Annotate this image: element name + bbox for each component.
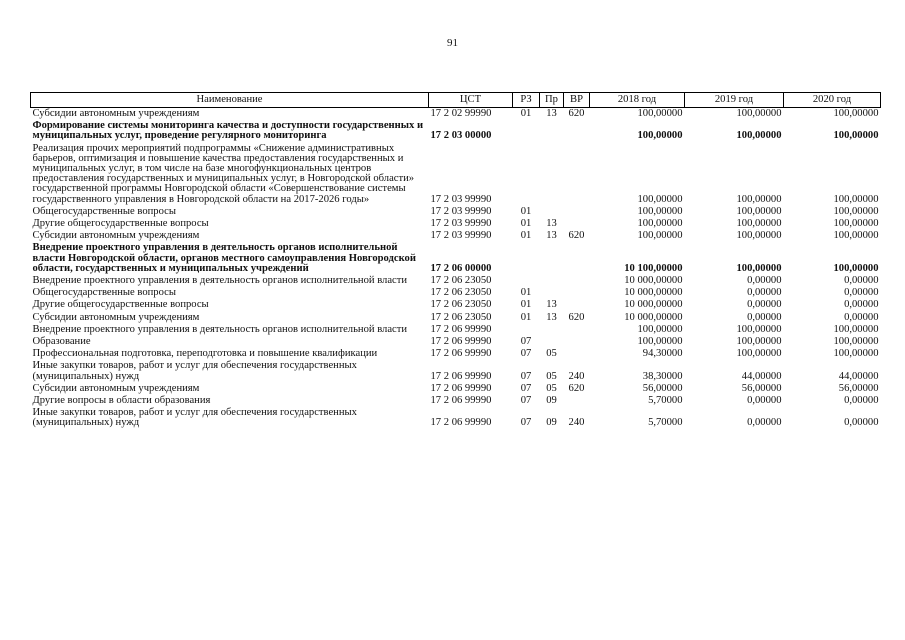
row-rz: 07 xyxy=(520,382,532,394)
row-cst: 17 2 03 99990 xyxy=(430,193,492,205)
row-pr xyxy=(540,206,564,218)
row-vr xyxy=(564,143,590,206)
row-rz: 07 xyxy=(520,417,532,429)
header-name: Наименование xyxy=(31,93,429,108)
row-2019: 100,00000 xyxy=(736,262,782,274)
table-row xyxy=(31,242,881,275)
row-pr: 05 xyxy=(546,370,557,382)
row-pr: 13 xyxy=(546,230,557,242)
row-name: Внедрение проектного управления в деятельность органов исполнительной власти xyxy=(32,275,408,287)
row-vr xyxy=(564,218,590,230)
row-2020: 100,00000 xyxy=(833,130,879,142)
row-rz xyxy=(513,324,540,336)
row-2018: 38,30000 xyxy=(642,370,683,382)
table-row xyxy=(31,336,881,348)
row-name: Реализация прочих мероприятий подпрограммы «Снижение административных барьеров, оптимизация и повышение качества предоставления государственных и муниципальных услуг, в том числе на базе многофункциональных центров предоставления государственных и муниципальных услуг, в Новгородской области» государственной программы Новгородской области «Совершенствование системы государственного управления в Новгородской области на 2017-2026 годы» xyxy=(32,142,415,205)
table-row xyxy=(31,230,881,242)
table-row xyxy=(31,143,881,206)
header-vr: ВР xyxy=(564,93,590,108)
row-pr: 13 xyxy=(546,218,557,230)
row-rz: 07 xyxy=(520,348,532,360)
row-cst: 17 2 06 00000 xyxy=(430,262,492,274)
row-2019: 100,00000 xyxy=(736,230,782,242)
row-cst: 17 2 06 23050 xyxy=(430,299,492,311)
row-2020: 100,00000 xyxy=(833,230,879,242)
row-cst: 17 2 03 00000 xyxy=(430,130,492,142)
row-pr xyxy=(540,143,564,206)
row-pr xyxy=(540,120,564,142)
row-2020: 0,00000 xyxy=(844,299,879,311)
table-row xyxy=(31,218,881,230)
table-row xyxy=(31,206,881,218)
row-2020: 100,00000 xyxy=(833,336,879,348)
row-rz xyxy=(513,275,540,287)
row-vr: 240 xyxy=(568,370,585,382)
row-pr xyxy=(540,336,564,348)
budget-table xyxy=(30,92,881,430)
row-cst: 17 2 06 99990 xyxy=(430,417,492,429)
row-cst: 17 2 03 99990 xyxy=(430,205,492,217)
header-pr: Пр xyxy=(540,93,564,108)
row-name: Другие общегосударственные вопросы xyxy=(32,218,209,230)
row-2018: 100,00000 xyxy=(637,323,683,335)
row-2018: 100,00000 xyxy=(637,336,683,348)
row-2019: 0,00000 xyxy=(747,395,782,407)
row-pr: 09 xyxy=(546,395,557,407)
row-2019: 100,00000 xyxy=(736,130,782,142)
row-2019: 100,00000 xyxy=(736,193,782,205)
row-cst: 17 2 06 23050 xyxy=(430,287,492,299)
row-name: Общегосударственные вопросы xyxy=(32,205,176,217)
row-cst: 17 2 06 23050 xyxy=(430,275,492,287)
row-rz: 01 xyxy=(520,108,532,119)
table-row xyxy=(31,108,881,121)
table-row xyxy=(31,395,881,407)
row-vr: 620 xyxy=(568,382,585,394)
row-cst: 17 2 03 99990 xyxy=(430,218,492,230)
row-vr xyxy=(564,299,590,311)
row-2018: 10 000,00000 xyxy=(624,311,683,323)
row-pr: 13 xyxy=(546,311,557,323)
row-2019: 0,00000 xyxy=(747,311,782,323)
header-2018: 2018 год xyxy=(590,93,685,108)
row-2020: 0,00000 xyxy=(844,287,879,299)
row-2020: 0,00000 xyxy=(844,311,879,323)
row-2018: 10 100,00000 xyxy=(624,262,683,274)
row-cst: 17 2 03 99990 xyxy=(430,230,492,242)
row-rz: 01 xyxy=(520,287,532,299)
row-pr xyxy=(540,242,564,275)
row-pr: 13 xyxy=(546,299,557,311)
row-cst: 17 2 02 99990 xyxy=(430,108,492,119)
row-pr: 05 xyxy=(546,348,557,360)
row-2019: 0,00000 xyxy=(747,275,782,287)
row-2018: 100,00000 xyxy=(637,205,683,217)
row-2018: 100,00000 xyxy=(637,230,683,242)
row-vr: 620 xyxy=(568,108,585,119)
row-2019: 100,00000 xyxy=(736,323,782,335)
row-vr xyxy=(564,242,590,275)
row-name: Формирование системы мониторинга качества и доступности государственных и муниципальных услуг, проведение регулярного мониторинга xyxy=(32,120,424,142)
row-pr xyxy=(540,275,564,287)
row-name: Образование xyxy=(32,336,91,348)
row-2019: 100,00000 xyxy=(736,205,782,217)
row-2020: 100,00000 xyxy=(833,205,879,217)
row-rz: 01 xyxy=(520,299,532,311)
row-2018: 100,00000 xyxy=(637,193,683,205)
row-2020: 100,00000 xyxy=(833,108,879,119)
row-2020: 0,00000 xyxy=(844,395,879,407)
row-2019: 100,00000 xyxy=(736,108,782,119)
row-rz xyxy=(513,120,540,142)
row-vr xyxy=(564,287,590,299)
row-rz xyxy=(513,143,540,206)
row-rz: 07 xyxy=(520,336,532,348)
row-vr xyxy=(564,395,590,407)
row-rz xyxy=(513,242,540,275)
row-rz: 01 xyxy=(520,230,532,242)
row-2019: 100,00000 xyxy=(736,336,782,348)
table-row xyxy=(31,299,881,311)
row-pr: 09 xyxy=(546,417,557,429)
row-name: Иные закупки товаров, работ и услуг для обеспечения государственных (муниципальных) нужд xyxy=(32,360,357,382)
row-2019: 56,00000 xyxy=(741,382,782,394)
row-2018: 5,70000 xyxy=(648,395,683,407)
row-pr: 05 xyxy=(546,382,557,394)
row-2020: 0,00000 xyxy=(844,275,879,287)
page-number: 91 xyxy=(447,37,458,49)
row-name: Внедрение проектного управления в деятельность органов исполнительной власти Новгородской области, органов местного самоуправления Новгородской области, государственных и муниципальных учреждений xyxy=(32,242,416,274)
row-2020: 56,00000 xyxy=(838,382,879,394)
row-2019: 0,00000 xyxy=(747,299,782,311)
row-name: Субсидии автономным учреждениям xyxy=(32,382,200,394)
row-2019: 44,00000 xyxy=(741,370,782,382)
row-2018: 100,00000 xyxy=(637,130,683,142)
header-cst: ЦСТ xyxy=(429,93,513,108)
row-cst: 17 2 06 99990 xyxy=(430,336,492,348)
table-row xyxy=(31,383,881,395)
row-2018: 56,00000 xyxy=(642,382,683,394)
row-vr xyxy=(564,348,590,360)
row-2019: 100,00000 xyxy=(736,348,782,360)
row-pr: 13 xyxy=(546,108,557,119)
row-rz: 07 xyxy=(520,395,532,407)
row-vr xyxy=(564,206,590,218)
row-vr xyxy=(564,324,590,336)
row-2018: 5,70000 xyxy=(648,417,683,429)
row-cst: 17 2 06 99990 xyxy=(430,395,492,407)
row-rz: 07 xyxy=(520,370,532,382)
table-row xyxy=(31,120,881,142)
row-pr xyxy=(540,324,564,336)
table-row xyxy=(31,360,881,382)
header-2019: 2019 год xyxy=(685,93,784,108)
table-row xyxy=(31,275,881,287)
row-2018: 10 000,00000 xyxy=(624,275,683,287)
row-cst: 17 2 06 23050 xyxy=(430,311,492,323)
row-2020: 0,00000 xyxy=(844,417,879,429)
row-2020: 100,00000 xyxy=(833,323,879,335)
row-2018: 100,00000 xyxy=(637,218,683,230)
row-rz: 01 xyxy=(520,311,532,323)
row-name: Другие вопросы в области образования xyxy=(32,395,211,407)
row-cst: 17 2 06 99990 xyxy=(430,323,492,335)
header-row xyxy=(31,93,881,108)
row-name: Другие общегосударственные вопросы xyxy=(32,299,209,311)
row-2019: 0,00000 xyxy=(747,417,782,429)
row-2018: 94,30000 xyxy=(642,348,683,360)
row-name: Иные закупки товаров, работ и услуг для обеспечения государственных (муниципальных) нужд xyxy=(32,407,357,429)
row-name: Субсидии автономным учреждениям xyxy=(32,230,200,242)
row-2018: 10 000,00000 xyxy=(624,287,683,299)
row-rz: 01 xyxy=(520,205,532,217)
row-vr: 620 xyxy=(568,230,585,242)
row-pr xyxy=(540,287,564,299)
row-vr: 620 xyxy=(568,311,585,323)
row-cst: 17 2 06 99990 xyxy=(430,348,492,360)
row-name: Внедрение проектного управления в деятельность органов исполнительной власти xyxy=(32,323,408,335)
row-2020: 44,00000 xyxy=(838,370,879,382)
row-2020: 100,00000 xyxy=(833,193,879,205)
row-vr: 240 xyxy=(568,417,585,429)
table-row xyxy=(31,287,881,299)
row-cst: 17 2 06 99990 xyxy=(430,370,492,382)
row-rz: 01 xyxy=(520,218,532,230)
row-2020: 100,00000 xyxy=(833,218,879,230)
table-row xyxy=(31,312,881,324)
header-2020: 2020 год xyxy=(784,93,881,108)
header-rz: РЗ xyxy=(513,93,540,108)
row-cst: 17 2 06 99990 xyxy=(430,382,492,394)
table-row xyxy=(31,348,881,360)
row-name: Профессиональная подготовка, переподготовка и повышение квалификации xyxy=(32,348,378,360)
row-2019: 0,00000 xyxy=(747,287,782,299)
row-2020: 100,00000 xyxy=(833,348,879,360)
row-vr xyxy=(564,120,590,142)
row-name: Субсидии автономным учреждениям xyxy=(32,108,200,119)
row-name: Общегосударственные вопросы xyxy=(32,287,176,299)
table-row xyxy=(31,407,881,429)
row-2019: 100,00000 xyxy=(736,218,782,230)
row-2018: 10 000,00000 xyxy=(624,299,683,311)
row-name: Субсидии автономным учреждениям xyxy=(32,311,200,323)
table-row xyxy=(31,324,881,336)
row-vr xyxy=(564,275,590,287)
row-vr xyxy=(564,336,590,348)
row-2018: 100,00000 xyxy=(637,108,683,119)
row-2020: 100,00000 xyxy=(833,262,879,274)
